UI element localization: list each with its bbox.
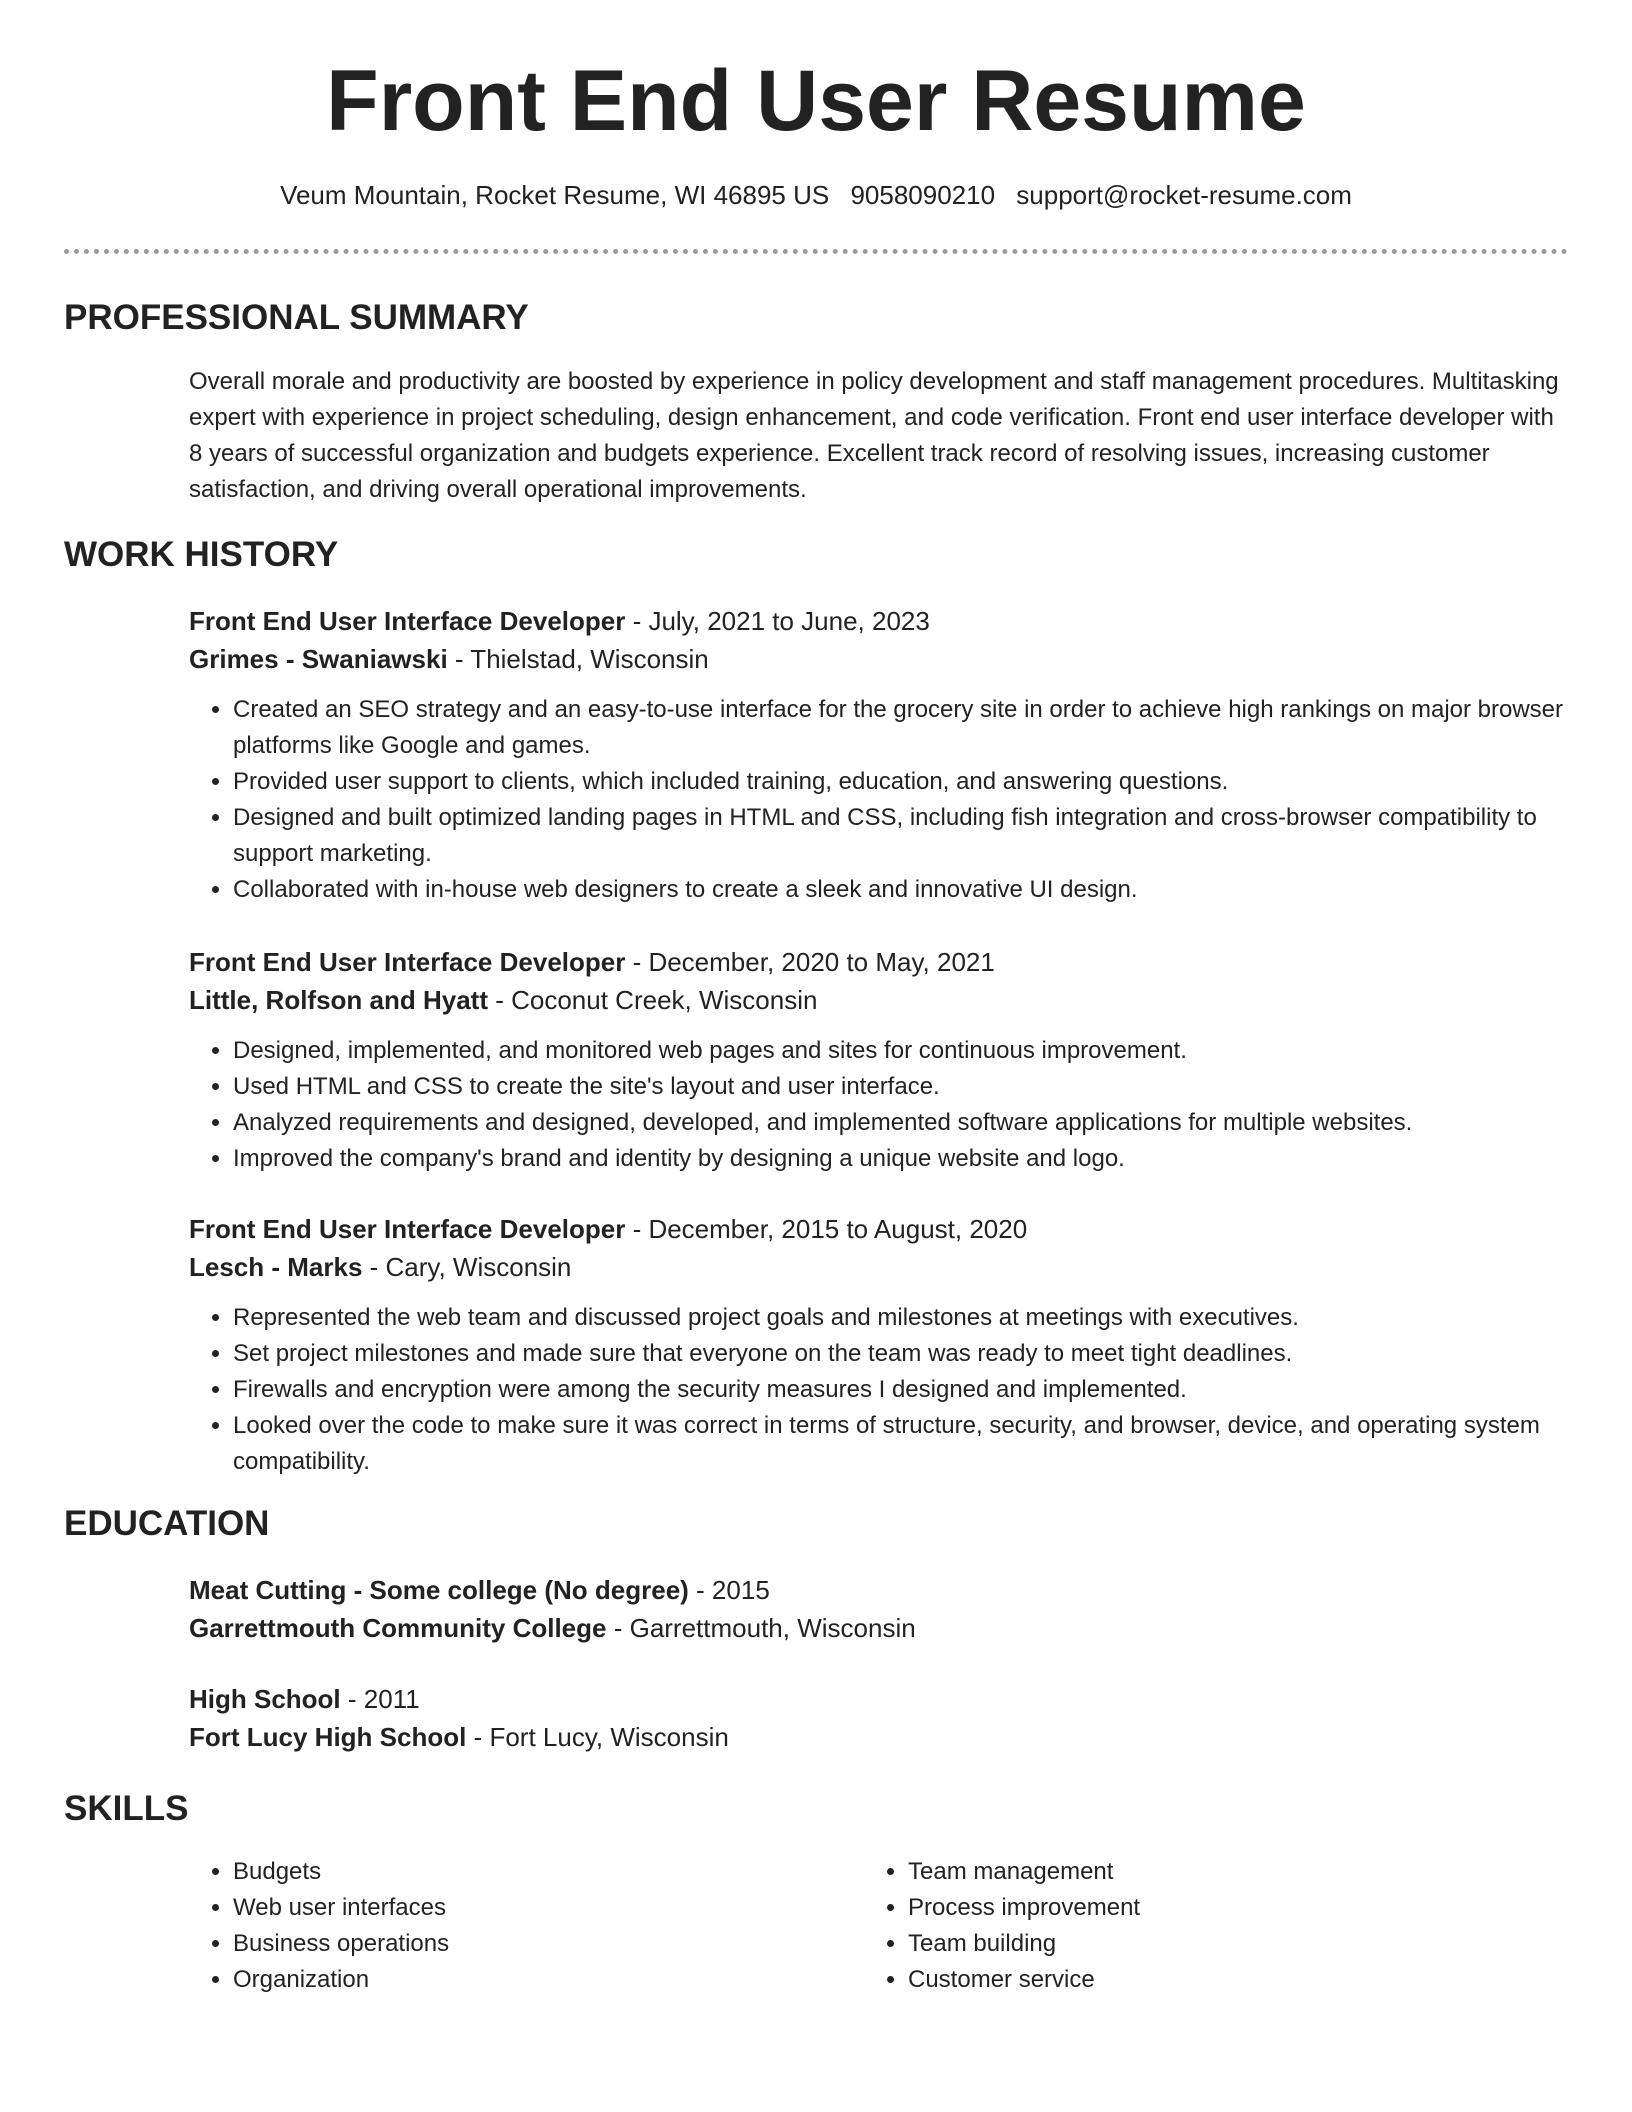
education-school-line bbox=[189, 1609, 1568, 1647]
skill-item: • Team building bbox=[908, 1926, 1464, 1962]
job-company: Lesch - Marks bbox=[189, 1252, 363, 1282]
job-dates: - July, 2021 to June, 2023 bbox=[625, 606, 930, 636]
list-item: • Used HTML and CSS to create the site's layout and user interface. bbox=[233, 1069, 1568, 1105]
education-year: - 2011 bbox=[340, 1684, 420, 1714]
list-item: • Designed, implemented, and monitored web pages and sites for continuous improvement. bbox=[233, 1033, 1568, 1069]
education-school-line bbox=[189, 1718, 1568, 1756]
job-bullets bbox=[189, 1033, 1568, 1177]
skill-item: • Organization bbox=[233, 1962, 789, 1998]
resume-name: Front End User Resume bbox=[326, 53, 1306, 149]
job-role: Front End User Interface Developer bbox=[189, 1214, 626, 1244]
work-history-heading: WORK HISTORY bbox=[64, 535, 339, 574]
header-divider bbox=[64, 249, 1568, 254]
list-item: • Firewalls and encryption were among the security measures I designed and implemented. bbox=[233, 1372, 1568, 1408]
skills-left-column bbox=[189, 1854, 789, 1998]
education-location: - Garrettmouth, Wisconsin bbox=[606, 1613, 916, 1643]
education-degree: High School bbox=[189, 1684, 341, 1714]
contact-phone: 9058090210 bbox=[850, 180, 996, 210]
list-item: • Created an SEO strategy and an easy-to-use interface for the grocery site in order to achieve high rankings on major browser platforms like Google and games. bbox=[233, 692, 1568, 764]
job-company-line bbox=[189, 981, 1568, 1019]
summary-heading: PROFESSIONAL SUMMARY bbox=[64, 298, 529, 337]
job-dates: - December, 2020 to May, 2021 bbox=[625, 947, 995, 977]
list-item: • Set project milestones and made sure that everyone on the team was ready to meet tight deadlines. bbox=[233, 1336, 1568, 1372]
education-location: - Fort Lucy, Wisconsin bbox=[466, 1722, 729, 1752]
education-entry bbox=[189, 1571, 1568, 1647]
contact-line bbox=[0, 180, 1632, 211]
list-item: • Represented the web team and discussed project goals and milestones at meetings with executives. bbox=[233, 1300, 1568, 1336]
job-title-line bbox=[189, 602, 1568, 640]
skills-list bbox=[189, 1854, 789, 1998]
summary-text: Overall morale and productivity are boosted by experience in policy development and staff management procedures. Multitasking expert with experience in project scheduling, design enhancement, and code verification. Front end user interface developer with 8 years of successful organization and budgets experience. Excellent track record of resolving issues, increasing customer satisfaction, and driving overall operational improvements. bbox=[189, 368, 1559, 503]
skill-item: • Budgets bbox=[233, 1854, 789, 1890]
job-company-line bbox=[189, 1248, 1568, 1286]
job-entry bbox=[189, 602, 1568, 908]
job-title-line bbox=[189, 943, 1568, 981]
list-item: • Improved the company's brand and identity by designing a unique website and logo. bbox=[233, 1141, 1568, 1177]
skill-item: • Process improvement bbox=[908, 1890, 1464, 1926]
job-location: - Cary, Wisconsin bbox=[362, 1252, 572, 1282]
job-bullets bbox=[189, 1300, 1568, 1480]
list-item: • Provided user support to clients, which included training, education, and answering questions. bbox=[233, 764, 1568, 800]
list-item: • Collaborated with in-house web designers to create a sleek and innovative UI design. bbox=[233, 872, 1568, 908]
job-role: Front End User Interface Developer bbox=[189, 606, 626, 636]
education-entry bbox=[189, 1680, 1568, 1756]
list-item: • Designed and built optimized landing pages in HTML and CSS, including fish integration and cross-browser compatibility to support marketing. bbox=[233, 800, 1568, 872]
job-company: Little, Rolfson and Hyatt bbox=[189, 985, 488, 1015]
job-dates: - December, 2015 to August, 2020 bbox=[625, 1214, 1028, 1244]
contact-email: support@rocket-resume.com bbox=[1016, 180, 1352, 210]
job-title-line bbox=[189, 1210, 1568, 1248]
list-item: • Analyzed requirements and designed, developed, and implemented software applications for multiple websites. bbox=[233, 1105, 1568, 1141]
education-school: Fort Lucy High School bbox=[189, 1722, 467, 1752]
skills-list bbox=[864, 1854, 1464, 1998]
skill-item: • Web user interfaces bbox=[233, 1890, 789, 1926]
education-heading: EDUCATION bbox=[64, 1504, 270, 1543]
skill-item: • Team management bbox=[908, 1854, 1464, 1890]
education-degree-line bbox=[189, 1680, 1568, 1718]
job-entry bbox=[189, 943, 1568, 1177]
skill-item: • Customer service bbox=[908, 1962, 1464, 1998]
contact-address: Veum Mountain, Rocket Resume, WI 46895 US bbox=[280, 180, 830, 210]
job-location: - Coconut Creek, Wisconsin bbox=[488, 985, 818, 1015]
job-company: Grimes - Swaniawski bbox=[189, 644, 448, 674]
education-degree: Meat Cutting - Some college (No degree) bbox=[189, 1575, 689, 1605]
skills-heading: SKILLS bbox=[64, 1789, 189, 1828]
education-year: - 2015 bbox=[688, 1575, 770, 1605]
skill-item: • Business operations bbox=[233, 1926, 789, 1962]
education-school: Garrettmouth Community College bbox=[189, 1613, 607, 1643]
job-role: Front End User Interface Developer bbox=[189, 947, 626, 977]
job-location: - Thielstad, Wisconsin bbox=[447, 644, 709, 674]
job-entry bbox=[189, 1210, 1568, 1480]
job-company-line bbox=[189, 640, 1568, 678]
skills-right-column bbox=[864, 1854, 1464, 1998]
job-bullets bbox=[189, 692, 1568, 908]
education-degree-line bbox=[189, 1571, 1568, 1609]
list-item: • Looked over the code to make sure it was correct in terms of structure, security, and browser, device, and operating system compatibility. bbox=[233, 1408, 1568, 1480]
